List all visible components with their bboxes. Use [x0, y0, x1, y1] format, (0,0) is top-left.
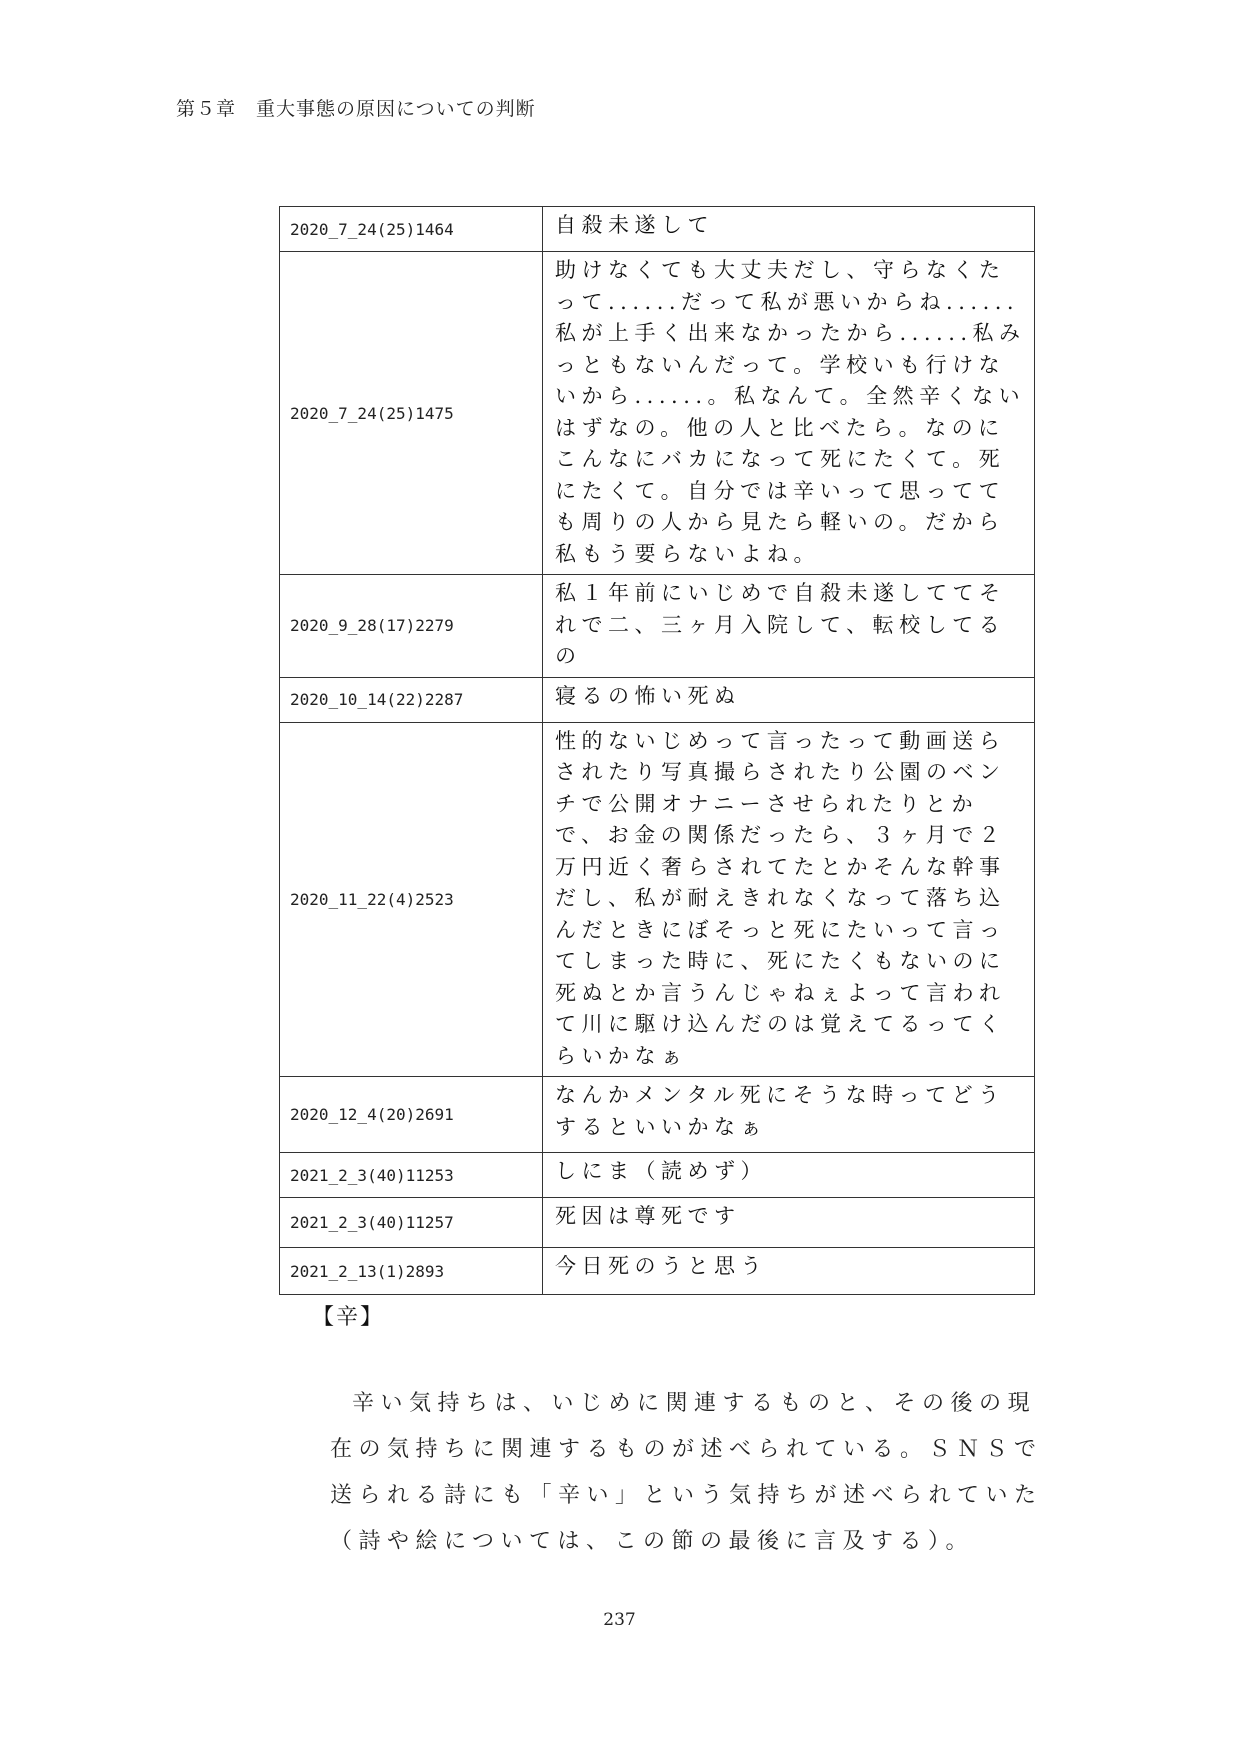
- running-header: 第５章 重大事態の原因についての判断: [176, 98, 536, 120]
- table-row: [280, 677, 1035, 722]
- message-id: 2020_7_24(25)1475: [280, 252, 543, 575]
- page-number: 237: [603, 1610, 636, 1630]
- message-id: 2020_7_24(25)1464: [280, 207, 543, 252]
- message-text: 寝るの怖い死ぬ: [543, 677, 1035, 722]
- table-row: [280, 1077, 1035, 1153]
- message-text: 私１年前にいじめで自殺未遂しててそれで二、三ヶ月入院して、転校してるの: [543, 575, 1035, 678]
- message-text: なんかメンタル死にそうな時ってどうするといいかなぁ: [543, 1077, 1035, 1153]
- table-row: [280, 252, 1035, 575]
- message-log-table: [279, 206, 1035, 1295]
- message-id: 2020_10_14(22)2287: [280, 677, 543, 722]
- body-paragraph: 辛い気持ちは、いじめに関連するものと、その後の現在の気持ちに関連するものが述べられている。ＳＮＳで送られる詩にも「辛い」という気持ちが述べられていた（詩や絵については、この節の最後に言及する）。: [330, 1391, 1043, 1554]
- table-row: [280, 1248, 1035, 1295]
- table-row: [280, 207, 1035, 252]
- message-id: 2020_9_28(17)2279: [280, 575, 543, 678]
- message-id: 2020_12_4(20)2691: [280, 1077, 543, 1153]
- message-id: 2021_2_13(1)2893: [280, 1248, 543, 1295]
- message-id: 2020_11_22(4)2523: [280, 722, 543, 1077]
- table-row: [280, 722, 1035, 1077]
- section-heading: 【辛】: [312, 1305, 385, 1330]
- message-text: しにま（読めず）: [543, 1153, 1035, 1198]
- table-row: [280, 1198, 1035, 1248]
- message-text: 性的ないじめって言ったって動画送らされたり写真撮らされたり公園のベンチで公開オナニーさせられたりとかで、お金の関係だったら、３ヶ月で２万円近く奢らされてたとかそんな幹事だし、私が耐えきれなくなって落ち込んだときにぼそっと死にたいって言ってしまった時に、死にたくもないのに死ぬとか言うんじゃねぇよって言われて川に駆け込んだのは覚えてるってくらいかなぁ: [543, 722, 1035, 1077]
- message-text: 自殺未遂して: [543, 207, 1035, 252]
- message-id: 2021_2_3(40)11257: [280, 1198, 543, 1248]
- table-row: [280, 1153, 1035, 1198]
- message-text: 死因は尊死です: [543, 1198, 1035, 1248]
- message-text: 助けなくても大丈夫だし、守らなくたって......だって私が悪いからね......私が上手く出来なかったから......私みっともないんだって。学校いも行けないから......。私なんて。全然辛くないはずなの。他の人と比べたら。なのにこんなにバカになって死にたくて。死にたくて。自分では辛いって思ってても周りの人から見たら軽いの。だから私もう要らないよね。: [543, 252, 1035, 575]
- message-id: 2021_2_3(40)11253: [280, 1153, 543, 1198]
- table-row: [280, 575, 1035, 678]
- message-text: 今日死のうと思う: [543, 1248, 1035, 1295]
